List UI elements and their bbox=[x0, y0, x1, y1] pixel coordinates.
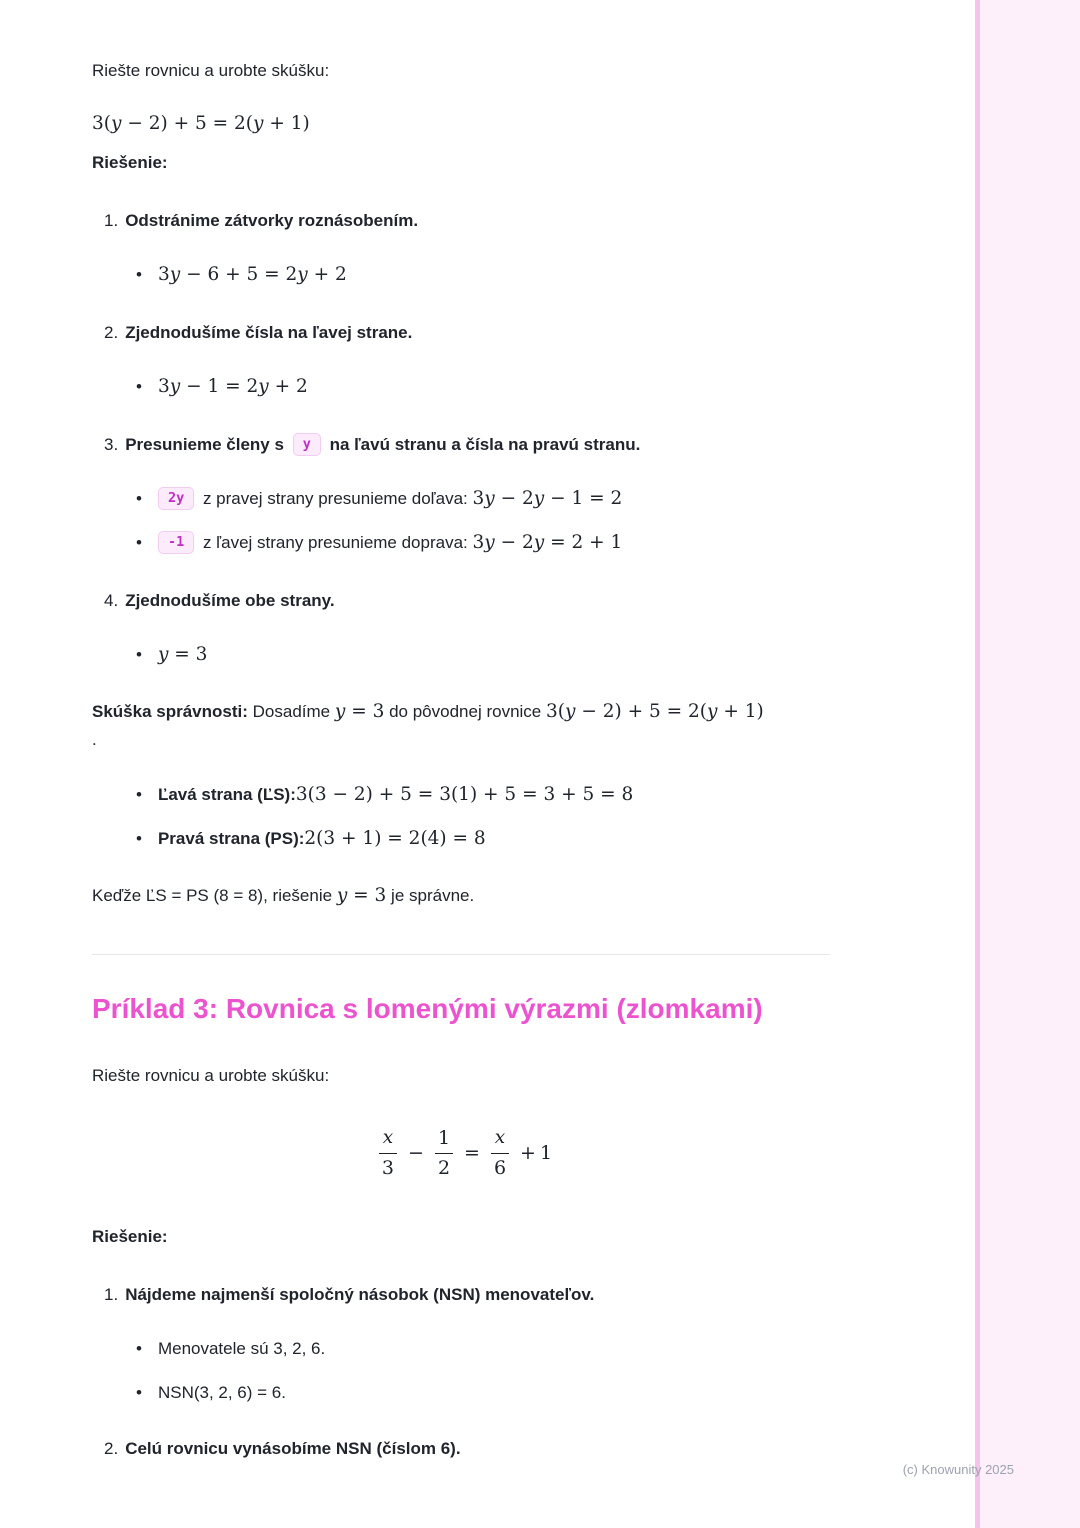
fraction-numerator: 1 bbox=[437, 1127, 451, 1149]
math-expression: y = 3 bbox=[336, 885, 387, 906]
verification-paragraph bbox=[92, 698, 832, 754]
side-label: Ľavá strana (ĽS): bbox=[157, 785, 296, 804]
bullet-text: • Menovatele sú 3, 2, 6. bbox=[157, 1339, 326, 1358]
bullet-content bbox=[158, 486, 622, 512]
fraction bbox=[379, 1129, 397, 1178]
math-expression: • 3y − 6 + 5 = 2y + 2 bbox=[157, 264, 347, 285]
step-title: Zjednodušíme obe strany. bbox=[125, 591, 335, 610]
step-title bbox=[125, 435, 640, 454]
fraction-numerator: x bbox=[494, 1127, 506, 1149]
step-2-math-bullet bbox=[136, 374, 832, 400]
math-expression: • y = 3 bbox=[157, 644, 208, 665]
step-4 bbox=[104, 588, 832, 614]
display-equation bbox=[92, 1129, 832, 1178]
step-title-text: Presunieme členy s bbox=[125, 435, 284, 454]
verification-label: Skúška správnosti: bbox=[92, 702, 248, 721]
step-3 bbox=[104, 432, 832, 458]
inline-code-badge: y bbox=[293, 433, 321, 456]
step-title: Celú rovnicu vynásobíme NSN (číslom 6). bbox=[125, 1439, 461, 1458]
operator: + bbox=[520, 1142, 536, 1164]
fraction-denominator: 3 bbox=[379, 1153, 397, 1178]
right-pink-stripe bbox=[975, 0, 1080, 1528]
step-2-1 bbox=[104, 1282, 832, 1308]
fraction-denominator: 2 bbox=[435, 1153, 453, 1178]
solution-label-2: Riešenie: bbox=[92, 1227, 168, 1246]
left-side-bullet bbox=[136, 782, 832, 808]
task-intro-2: Riešte rovnicu a urobte skúšku: bbox=[92, 1066, 330, 1085]
bullet-content bbox=[158, 530, 622, 556]
section-divider bbox=[92, 954, 830, 955]
math-expression: 3(3 − 2) + 5 = 3(1) + 5 = 3 + 5 = 8 bbox=[295, 784, 634, 805]
conclusion-post: je správne. bbox=[391, 886, 475, 905]
verification-text: do pôvodnej rovnice bbox=[389, 702, 542, 721]
verification-text: Dosadíme bbox=[252, 702, 331, 721]
step-4-math-bullet bbox=[136, 642, 832, 668]
step-number: 1. bbox=[104, 1285, 119, 1304]
step-3-bullet-2 bbox=[136, 530, 832, 556]
equals-sign: = bbox=[464, 1142, 480, 1164]
section-heading: Príklad 3: Rovnica s lomenými výrazmi (zlomkami) bbox=[92, 993, 763, 1024]
step-number: 2. bbox=[104, 1439, 119, 1458]
step-number: 4. bbox=[104, 591, 119, 610]
step-number: 2. bbox=[104, 323, 119, 342]
task-intro: Riešte rovnicu a urobte skúšku: bbox=[92, 61, 330, 80]
bullet-text: z ľavej strany presunieme doprava: bbox=[202, 533, 468, 552]
step-1 bbox=[104, 208, 832, 234]
copyright-footer: (c) Knowunity 2025 bbox=[902, 1462, 1014, 1477]
math-expression: 3(y − 2) + 5 = 2(y + 1) bbox=[546, 701, 764, 722]
bullet-text: • NSN(3, 2, 6) = 6. bbox=[157, 1383, 286, 1402]
equation-constant: 1 bbox=[539, 1142, 553, 1164]
nsn-bullet bbox=[136, 1380, 832, 1406]
bullet-content bbox=[158, 782, 633, 808]
step-2-2 bbox=[104, 1436, 832, 1462]
bullet-text: z pravej strany presunieme doľava: bbox=[202, 489, 468, 508]
math-expression: 3y − 2y = 2 + 1 bbox=[472, 532, 623, 553]
step-title: Zjednodušíme čísla na ľavej strane. bbox=[125, 323, 413, 342]
verification-tail: . bbox=[92, 730, 97, 749]
math-expression: • 3y − 1 = 2y + 2 bbox=[157, 376, 308, 397]
inline-code-badge: 2y bbox=[158, 487, 194, 510]
math-expression: 3y − 2y − 1 = 2 bbox=[472, 488, 623, 509]
operator: − bbox=[408, 1142, 424, 1164]
fraction bbox=[491, 1129, 509, 1178]
step-2 bbox=[104, 320, 832, 346]
fraction-numerator: x bbox=[382, 1127, 394, 1149]
step-1-math-bullet bbox=[136, 262, 832, 288]
fraction bbox=[435, 1129, 453, 1178]
math-expression: y = 3 bbox=[334, 701, 385, 722]
math-expression: 2(3 + 1) = 2(4) = 8 bbox=[304, 828, 486, 849]
side-label: Pravá strana (PS): bbox=[157, 829, 305, 848]
step-3-bullet-1 bbox=[136, 486, 832, 512]
step-number: 1. bbox=[104, 211, 119, 230]
bullet-content bbox=[158, 826, 486, 852]
document-content bbox=[92, 0, 832, 1462]
denominators-bullet bbox=[136, 1336, 832, 1362]
conclusion-pre: Keďže ĽS = PS (8 = 8), riešenie bbox=[92, 886, 333, 905]
inline-code-badge: -1 bbox=[158, 531, 194, 554]
step-title: Odstránime zátvorky roznásobením. bbox=[125, 211, 419, 230]
equation: 3(y − 2) + 5 = 2(y + 1) bbox=[92, 113, 310, 134]
step-number: 3. bbox=[104, 435, 119, 454]
right-side-bullet bbox=[136, 826, 832, 852]
step-title: Nájdeme najmenší spoločný násobok (NSN) menovateľov. bbox=[125, 1285, 595, 1304]
solution-label: Riešenie: bbox=[92, 153, 168, 172]
fraction-denominator: 6 bbox=[491, 1153, 509, 1178]
step-title-text: na ľavú stranu a čísla na pravú stranu. bbox=[329, 435, 641, 454]
conclusion-text bbox=[92, 882, 832, 910]
